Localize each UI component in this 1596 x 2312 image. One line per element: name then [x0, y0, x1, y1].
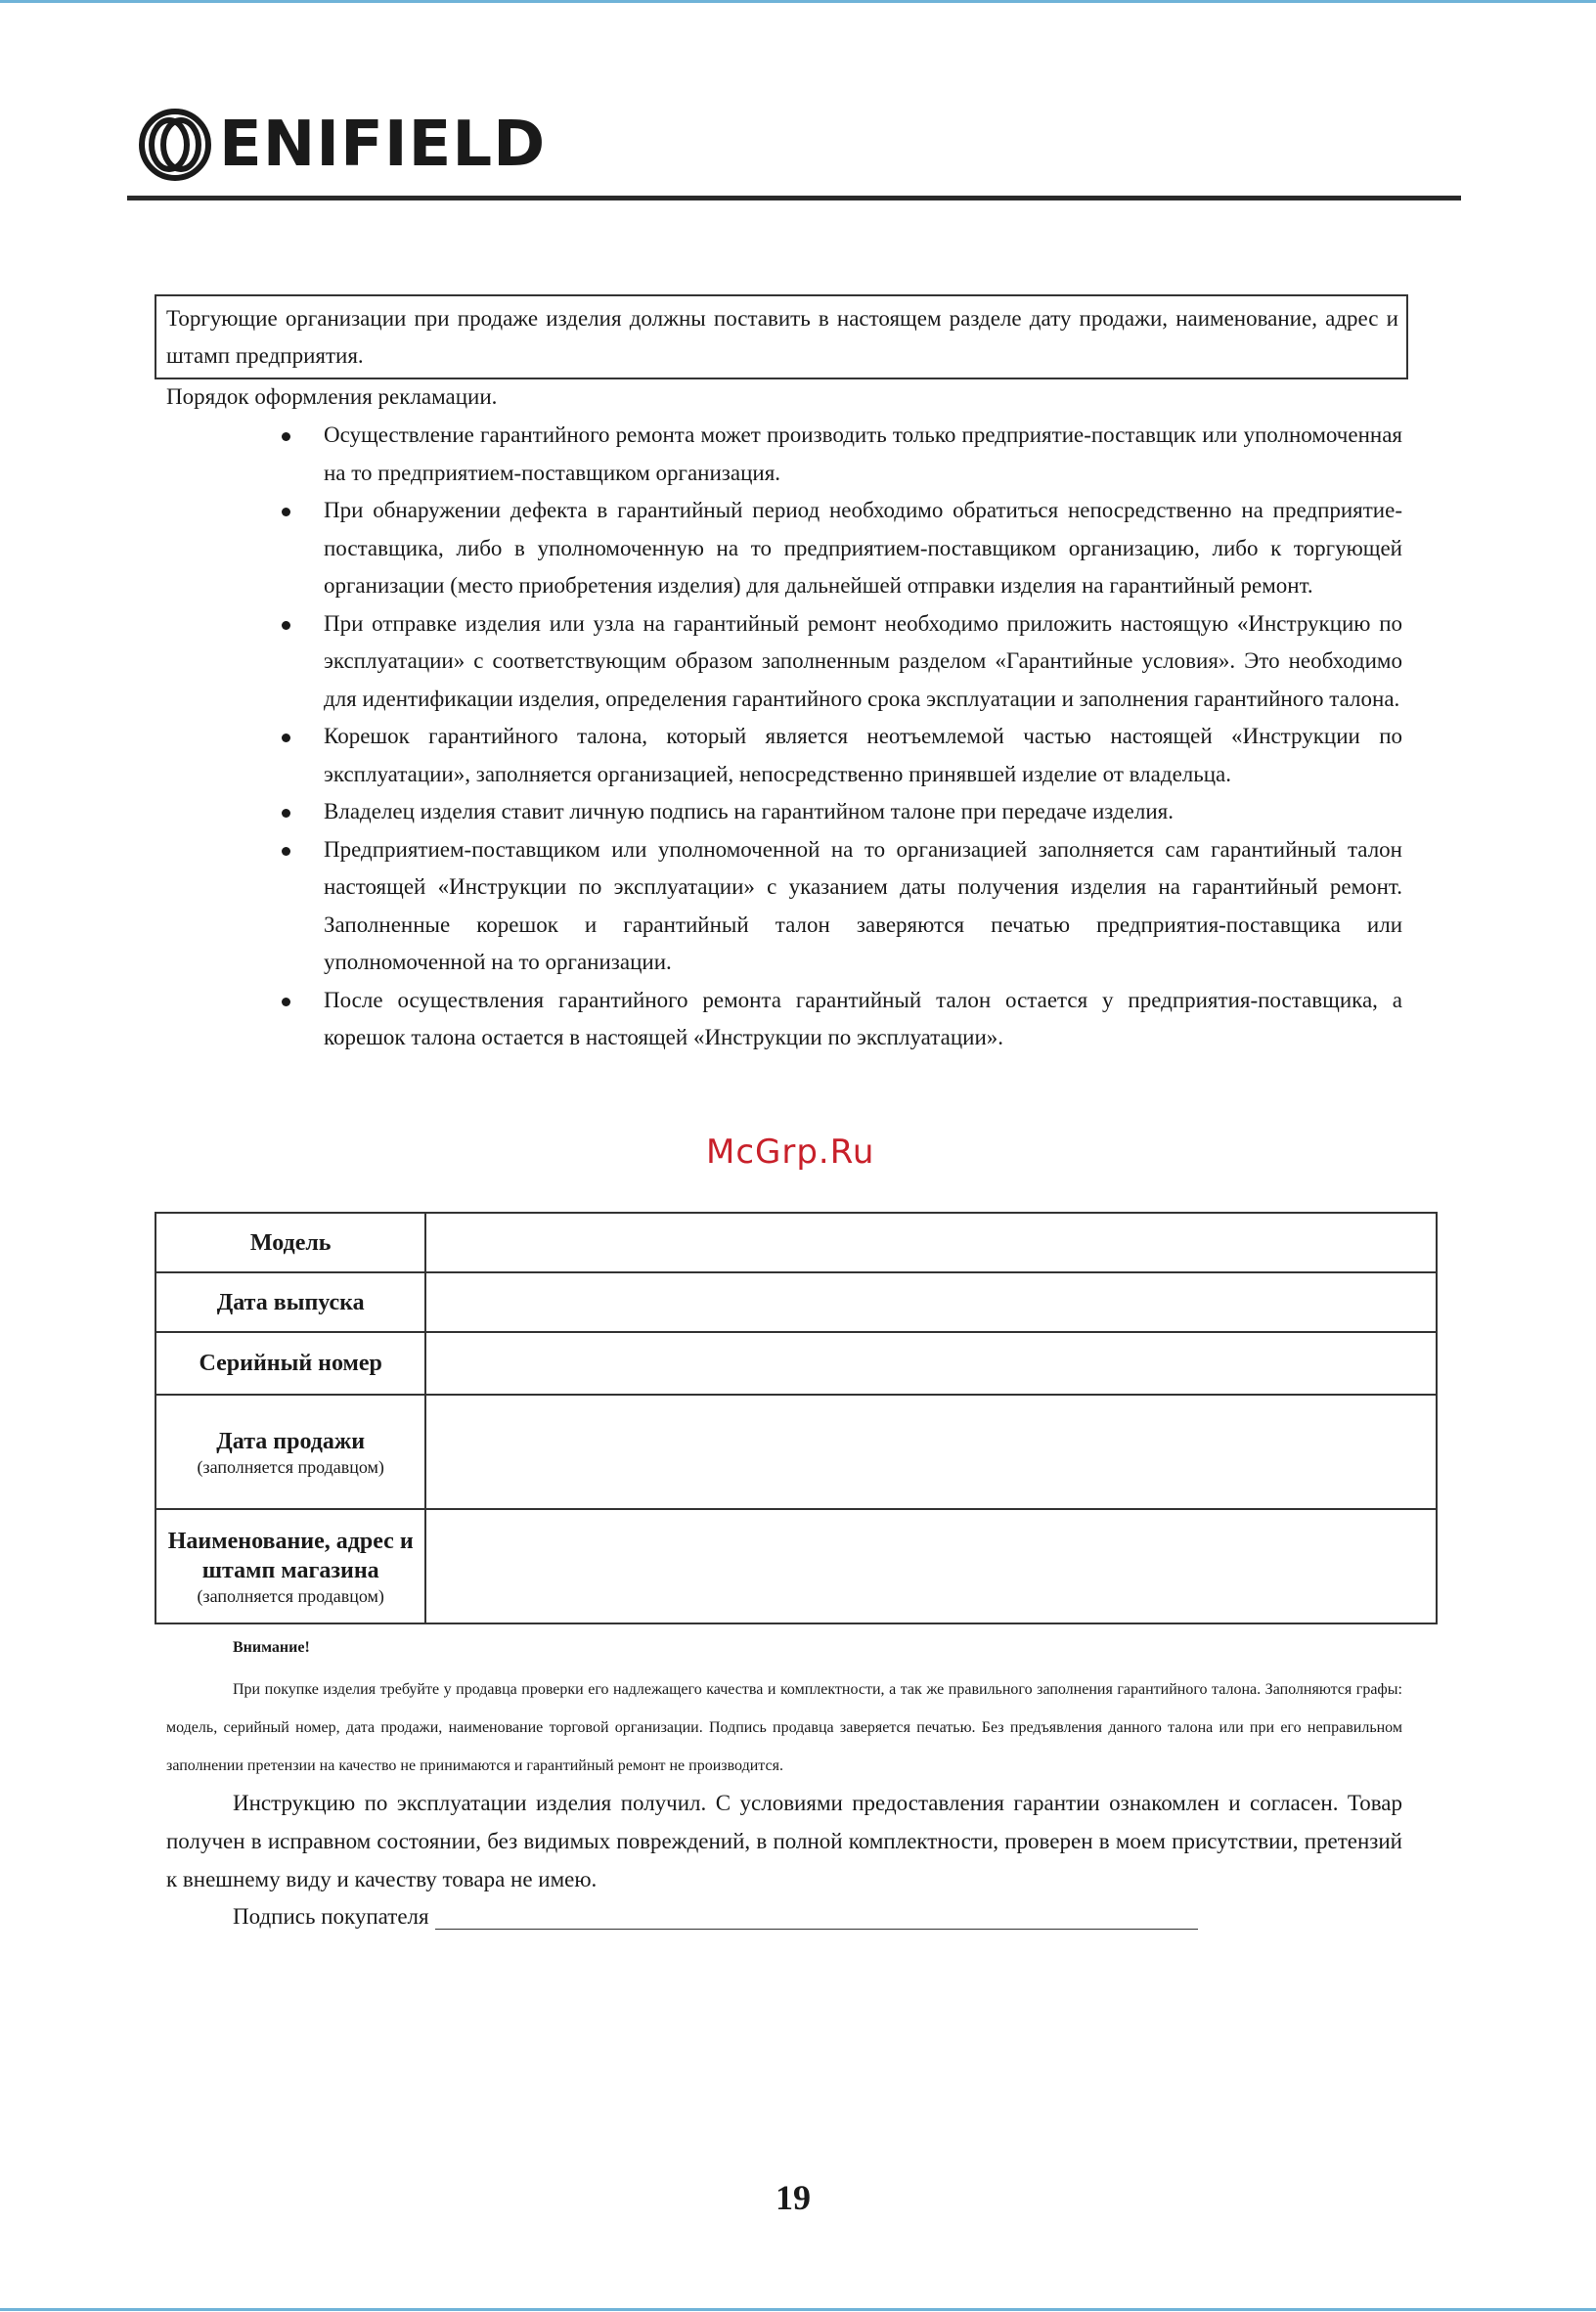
store-label-cell [155, 1509, 425, 1623]
list-item: При отправке изделия или узла на гарантийный ремонт необходимо приложить настоящую «Инструкцию по эксплуатации» с соответствующим образом заполненным разделом «Гарантийные условия». Это необходимо для идентификации изделия, определения гарантийного срока эксплуатации и заполнения гарантийного талона. [272, 605, 1402, 719]
serial-number-label: Серийный номер [155, 1332, 425, 1395]
signature-label: Подпись покупателя [233, 1904, 429, 1929]
sale-date-label: Дата продажи [216, 1428, 366, 1454]
table-row [155, 1395, 1437, 1509]
table-row [155, 1332, 1437, 1395]
top-border-rule [0, 0, 1596, 3]
serial-number-field[interactable] [425, 1332, 1437, 1395]
list-item: После осуществления гарантийного ремонта гарантийный талон остается у предприятия-поставщика, а корешок талона остается в настоящей «Инструкции по эксплуатации». [272, 982, 1402, 1057]
release-date-label: Дата выпуска [155, 1272, 425, 1332]
watermark: McGrp.Ru [706, 1133, 875, 1172]
list-item: Предприятием-поставщиком или уполномоченной на то организацией заполняется сам гарантийный талон настоящей «Инструкции по эксплуатации» с указанием даты получения изделия на гарантийный ремонт. Заполненные корешок и гарантийный талон заверяются печатью предприятия-поставщика или уполномоченной на то организации. [272, 831, 1402, 982]
list-item: Владелец изделия ставит личную подпись на гарантийном талоне при передаче изделия. [272, 793, 1402, 831]
attention-title: Внимание! [233, 1639, 310, 1656]
store-stamp-field[interactable] [425, 1509, 1437, 1623]
model-field[interactable] [425, 1213, 1437, 1272]
sale-date-field[interactable] [425, 1395, 1437, 1509]
table-row [155, 1272, 1437, 1332]
procedure-title: Порядок оформления рекламации. [166, 384, 498, 409]
release-date-field[interactable] [425, 1272, 1437, 1332]
sale-date-label-cell [155, 1395, 425, 1509]
signature-line[interactable] [435, 1903, 1198, 1930]
warranty-card-table [155, 1212, 1438, 1624]
procedure-list [272, 417, 1402, 1057]
table-row [155, 1213, 1437, 1272]
header-divider [127, 196, 1461, 200]
sale-date-note: (заполняется продавцом) [197, 1456, 384, 1477]
bottom-border-rule [0, 2308, 1596, 2311]
page-number: 19 [776, 2178, 811, 2217]
buyer-acknowledgement: Инструкцию по эксплуатации изделия получил. С условиями предоставления гарантии ознакомлен и согласен. Товар получен в исправном состоянии, без видимых повреждений, в полной комплектности, проверен в моем присутствии, претензий к внешнему виду и качеству товара не имею. [166, 1791, 1402, 1891]
list-item: Осуществление гарантийного ремонта может производить только предприятие-поставщик или уполномоченная на то предприятием-поставщиком организация. [272, 417, 1402, 492]
brand-logo [137, 101, 546, 189]
attention-text: При покупке изделия требуйте у продавца проверки его надлежащего качества и комплектности, а так же правильного заполнения гарантийного талона. Заполняются графы: модель, серийный номер, дата продажи, наименование торговой организации. Подпись продавца заверяется печатью. Без предъявления данного талона или при его неправильном заполнении претензии на качество не принимаются и гарантийный ремонт не производится. [166, 1681, 1402, 1774]
table-row [155, 1509, 1437, 1623]
concentric-circles-logo-icon [137, 107, 213, 183]
brand-name: ENIFIELD [219, 109, 547, 181]
buyer-signature [233, 1903, 1198, 1930]
list-item: При обнаружении дефекта в гарантийный период необходимо обратиться непосредственно на предприятие-поставщика, либо в уполномоченную на то предприятием-поставщиком организацию, либо к торгующей организации (место приобретения изделия) для дальнейшей отправки изделия на гарантийный ремонт. [272, 492, 1402, 605]
model-label: Модель [155, 1213, 425, 1272]
list-item: Корешок гарантийного талона, который является неотъемлемой частью настоящей «Инструкции по эксплуатации», заполняется организацией, непосредственно принявшей изделие от владельца. [272, 718, 1402, 793]
store-note: (заполняется продавцом) [197, 1585, 384, 1606]
store-label: Наименование, адрес и штамп магазина [167, 1528, 414, 1583]
seller-notice: Торгующие организации при продаже изделия должны поставить в настоящем разделе дату продажи, наименование, адрес и штамп предприятия. [155, 294, 1408, 379]
